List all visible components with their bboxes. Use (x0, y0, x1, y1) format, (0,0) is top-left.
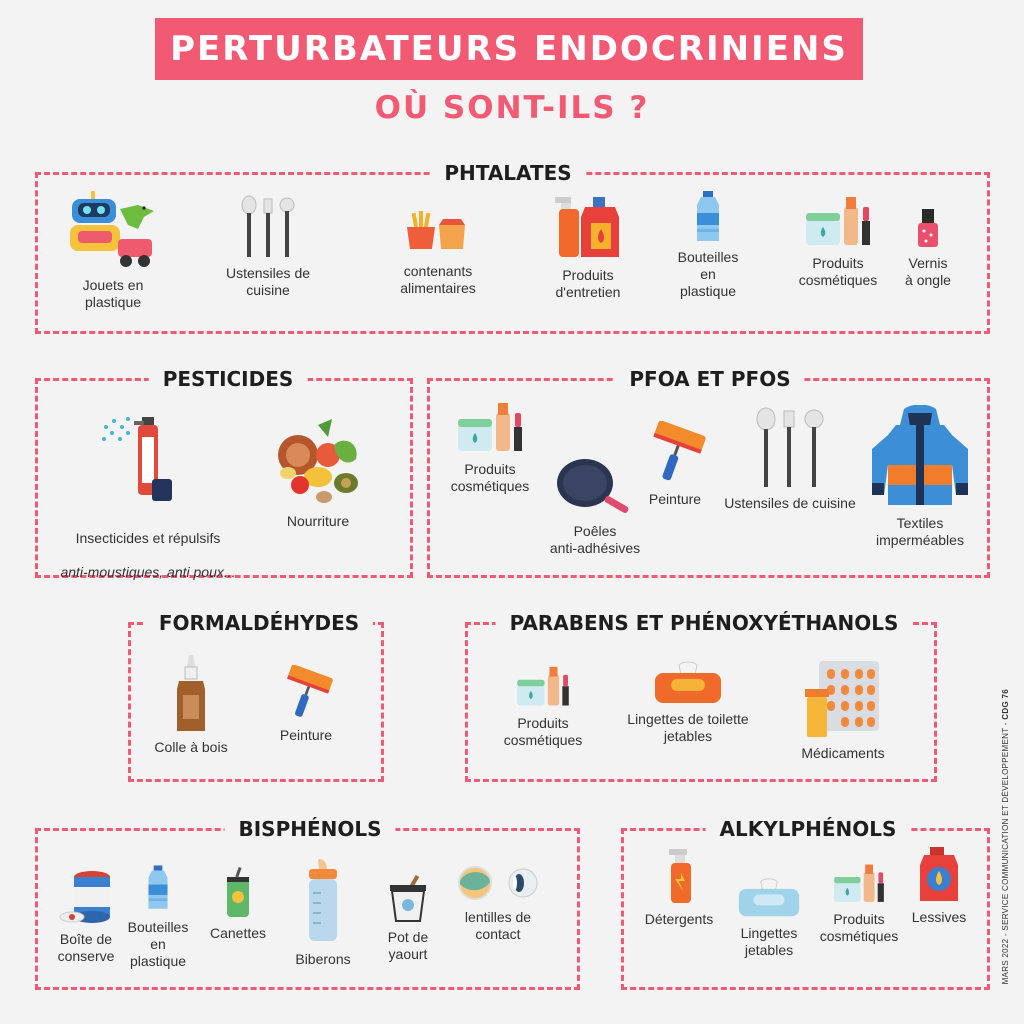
item-label: contenants alimentaires (400, 263, 476, 296)
item-insect-spray (53, 407, 243, 581)
laundry-detergent-icon (916, 847, 962, 903)
toys-icon (58, 189, 168, 271)
section-title: PHTALATES (430, 159, 585, 187)
section-alkylphenols (621, 817, 990, 990)
kitchen-utensils-icon (752, 407, 828, 489)
item-kitchen-utensils (715, 407, 865, 512)
plastic-bottle-icon (145, 863, 171, 913)
item-plastic-bottle (118, 863, 198, 970)
contact-lens-icon (453, 861, 543, 903)
cosmetics-icon (454, 401, 526, 455)
item-paint-roller (251, 665, 361, 744)
raincoat-icon (868, 405, 972, 509)
nail-polish-icon (916, 209, 940, 249)
item-label: lentilles de contact (464, 909, 532, 942)
item-wood-glue (131, 653, 251, 756)
wipes-icon (737, 877, 801, 919)
section-title: ALKYLPHÉNOLS (706, 815, 911, 843)
credit-code: CDG 76 (1001, 688, 1010, 720)
item-label-italic: anti-moustiques, anti poux... (60, 564, 236, 580)
section-bisphenols (35, 817, 580, 990)
item-cosmetics (778, 195, 898, 289)
paint-roller-icon (278, 665, 334, 721)
section-title: PARABENS ET PHÉNOXYÉTHANOLS (496, 609, 913, 637)
item-label: Textiles imperméables (876, 515, 964, 548)
item-baby-bottle (278, 859, 368, 968)
item-toys (58, 189, 168, 311)
item-label: Produits cosmétiques (503, 715, 583, 748)
cleaning-products-icon (553, 187, 623, 261)
food-containers-icon (403, 205, 473, 257)
item-food-containers (378, 205, 498, 297)
item-label: Bouteilles en plastique (127, 919, 189, 969)
item-label (53, 513, 243, 581)
item-contact-lens (443, 861, 553, 943)
item-label: Biberons (295, 951, 351, 967)
item-label: Lingettes jetables (740, 925, 798, 958)
wipes-icon (653, 661, 723, 705)
item-label: Produits cosmétiques (450, 461, 530, 494)
item-label: Ustensiles de cuisine (225, 265, 311, 298)
item-label: Nourriture (286, 513, 350, 529)
section-title: PESTICIDES (149, 365, 308, 393)
page-title: PERTURBATEURS ENDOCRINIENS (155, 18, 863, 80)
item-label: Ustensiles de cuisine (724, 495, 856, 511)
item-label: Lingettes de toilette jetables (627, 711, 749, 744)
food-icon (268, 415, 368, 507)
item-label: Boîte de conserve (57, 931, 115, 964)
baby-bottle-icon (303, 859, 343, 945)
yogurt-pot-icon (388, 875, 428, 923)
item-wipes (714, 877, 824, 959)
item-label: Peinture (648, 491, 702, 507)
item-yogurt-pot (368, 875, 448, 963)
paint-roller-icon (643, 421, 707, 485)
section-phtalates (35, 161, 990, 334)
credit-text (1001, 689, 1010, 984)
section-parabens (465, 611, 937, 782)
wood-glue-icon (173, 653, 209, 733)
item-label: Vernis à ongle (905, 255, 951, 288)
credit-main: MARS 2022 - SERVICE COMMUNICATION ET DÉVELOPPEMENT - (1001, 719, 1010, 984)
section-pfoa-pfos (427, 367, 990, 578)
item-label: Poêles anti-adhésives (549, 523, 641, 556)
item-raincoat (850, 405, 990, 549)
item-tin-can (46, 869, 126, 965)
section-title: FORMALDÉHYDES (145, 609, 373, 637)
item-plastic-bottle (658, 191, 758, 300)
frying-pan-icon (555, 455, 635, 517)
item-label: Médicaments (801, 745, 885, 761)
item-cosmetics (478, 665, 608, 749)
item-food (248, 415, 388, 530)
item-label: Jouets en plastique (82, 277, 144, 310)
section-formaldehydes (128, 611, 384, 782)
section-title: PFOA ET PFOS (615, 365, 804, 393)
cosmetics-icon (514, 665, 572, 709)
insect-spray-icon (98, 407, 198, 507)
page-subtitle: OÙ SONT-ILS ? (374, 90, 650, 126)
item-paint-roller (625, 421, 725, 508)
plastic-bottle-icon (693, 191, 723, 243)
item-medication (778, 659, 908, 762)
item-wipes (598, 661, 778, 745)
item-nail-polish (883, 209, 973, 289)
item-label: Produits cosmétiques (798, 255, 878, 288)
item-label: Pot de yaourt (387, 929, 429, 962)
item-label: Produits d'entretien (555, 267, 621, 300)
item-laundry-detergent (894, 847, 984, 926)
soda-can-icon (223, 867, 253, 919)
item-label: Canettes (209, 925, 267, 941)
detergent-spray-icon (659, 847, 699, 905)
item-label: Peinture (279, 727, 333, 743)
item-kitchen-utensils (208, 195, 328, 299)
item-label: Colle à bois (154, 739, 228, 755)
item-label: Détergents (644, 911, 714, 927)
item-label: Produits cosmétiques (819, 911, 899, 944)
section-title: BISPHÉNOLS (224, 815, 395, 843)
tin-can-icon (56, 869, 116, 925)
medication-icon (803, 659, 883, 739)
cosmetics-icon (802, 195, 874, 249)
item-cleaning-products (528, 187, 648, 301)
section-pesticides (35, 367, 413, 580)
item-soda-can (193, 867, 283, 942)
item-label: Lessives (911, 909, 967, 925)
kitchen-utensils-icon (233, 195, 303, 259)
cosmetics-icon (831, 863, 887, 905)
item-label-main: Insecticides et répulsifs (75, 530, 221, 546)
item-label: Bouteilles en plastique (677, 249, 739, 299)
